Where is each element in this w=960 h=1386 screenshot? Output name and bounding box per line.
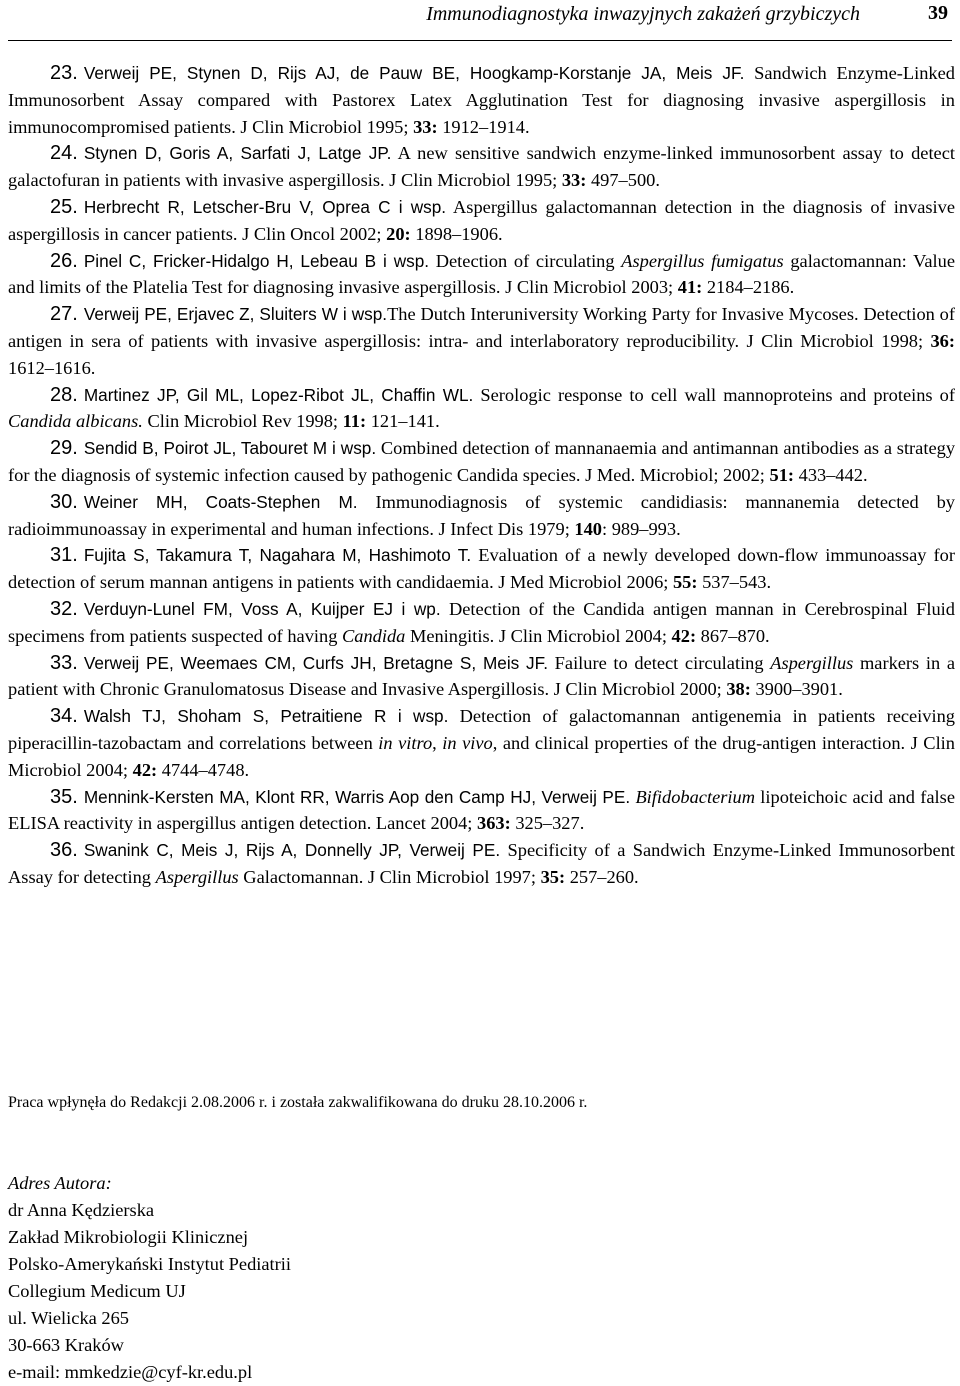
reference-text: 325–327. [510, 813, 585, 834]
reference-item [8, 60, 955, 140]
reference-number: 33. [50, 651, 78, 674]
reference-authors: Mennink-Kersten MA, Klont RR, Warris Aop den Camp HJ, Verweij PE. [83, 786, 631, 807]
reference-item [8, 650, 955, 704]
reference-italic-term: Aspergillus [155, 866, 239, 887]
reference-number: 25. [50, 195, 78, 218]
reference-volume: 41: [677, 277, 703, 298]
reference-text: 433–442. [794, 464, 868, 485]
reference-volume: 363: [477, 813, 511, 834]
reference-authors: Verweij PE, Weemaes CM, Curfs JH, Bretagne S, Meis JF. [83, 652, 549, 673]
address-line: dr Anna Kędzierska [8, 1200, 155, 1220]
reference-volume: 42: [132, 759, 158, 780]
running-header [8, 0, 952, 41]
reference-authors: Herbrecht R, Letscher-Bru V, Oprea C i wsp. [83, 196, 447, 217]
reference-item [8, 301, 955, 381]
reference-text: Specificity of a Sandwich Enzyme-Linked Immunosorbent Assay for detecting [8, 840, 955, 887]
reference-italic-term: Bifidobacterium [635, 786, 755, 807]
reference-text: , [432, 732, 443, 753]
reference-item [8, 837, 955, 891]
reference-text: Galactomannan. J Clin Microbiol 1997; [238, 866, 541, 887]
reference-italic-term: in vivo [442, 732, 493, 753]
reference-number: 34. [50, 705, 78, 728]
reference-number: 26. [50, 249, 78, 272]
reference-volume: 42: [671, 625, 697, 646]
reference-text: Detection of the Candida antigen mannan in Cerebrospinal Fluid specimens from patients suspected of having [8, 598, 955, 646]
reference-item [8, 542, 955, 596]
reference-list [8, 60, 955, 891]
reference-text: The Dutch Interuniversity Working Party for Invasive Mycoses. Detection of antigen in sera of patients with invasive aspergillosis: intra- and interlaboratory reproducibility. J Clin Microbiol 1998; [8, 304, 955, 351]
address-line: Polsko-Amerykański Instytut Pediatrii [8, 1254, 291, 1274]
reference-authors: Fujita S, Takamura T, Nagahara M, Hashimoto T. [83, 545, 472, 566]
reference-volume: 33: [561, 170, 587, 191]
reference-text: : 989–993. [602, 518, 681, 539]
reference-text: Clin Microbiol Rev 1998; [142, 411, 343, 432]
reference-volume: 35: [540, 866, 566, 887]
reference-text: 2184–2186. [702, 277, 795, 298]
reference-text: markers in a patient with Chronic Granulomatosus Disease and Invasive Aspergillosis. J Clin Microbiol 2000; [8, 652, 955, 700]
reference-authors: Sendid B, Poirot JL, Tabouret M i wsp. [83, 438, 377, 459]
page-number: 39 [928, 2, 948, 24]
reference-text: Detection of galactomannan antigenemia in patients receiving piperacillin-tazobactam and correlations between [8, 706, 955, 753]
reference-text: A new sensitive sandwich enzyme-linked immunosorbent assay to detect galactofuran in patients with invasive aspergillosis. J Clin Microbiol 1995; [8, 143, 955, 191]
reference-italic-term: Candida [342, 625, 406, 646]
reference-text: 121–141. [366, 411, 440, 432]
reference-item [8, 194, 955, 248]
reference-text: 4744–4748. [157, 759, 250, 780]
reference-authors: Weiner MH, Coats-Stephen M. [83, 491, 358, 512]
address-line: ul. Wielicka 265 [8, 1308, 129, 1328]
reference-text: 537–543. [697, 572, 772, 593]
reference-authors: Verweij PE, Stynen D, Rijs AJ, de Pauw BE, Hoogkamp-Korstanje JA, Meis JF. [83, 63, 745, 83]
reference-italic-term: Candida albicans. [8, 411, 143, 432]
reference-number: 32. [50, 597, 78, 620]
reference-text: Serologic response to cell wall mannoproteins and proteins of [473, 384, 955, 405]
reference-authors: Martinez JP, Gil ML, Lopez-Ribot JL, Chaffin WL. [83, 384, 474, 405]
submission-note: Praca wpłynęła do Redakcji 2.08.2006 r. i została zakwalifikowana do druku 28.10.2006 r. [8, 1094, 588, 1111]
reference-number: 24. [50, 142, 78, 165]
reference-text: galactomannan: Value and limits of the Platelia Test for diagnosing invasive aspergillosis. J Clin Microbiol 2003; [8, 250, 955, 298]
reference-item [8, 703, 955, 783]
reference-item [8, 140, 955, 194]
reference-number: 29. [50, 437, 78, 460]
reference-item [8, 596, 955, 650]
reference-authors: Walsh TJ, Shoham S, Petraitiene R i wsp. [83, 706, 449, 727]
author-address [8, 1170, 291, 1386]
reference-volume: 20: [386, 223, 411, 244]
reference-text: 867–870. [696, 625, 770, 646]
reference-item [8, 382, 955, 436]
reference-text: lipoteichoic acid and false ELISA reactivity in aspergillus antigen detection. Lancet 2004; [8, 786, 955, 834]
reference-authors: Swanink C, Meis J, Rijs A, Donnelly JP, Verweij PE. [83, 840, 501, 861]
reference-item [8, 489, 955, 543]
reference-text: Meningitis. J Clin Microbiol 2004; [405, 625, 672, 646]
reference-text: , and clinical properties of the drug-antigen interaction. J Clin Microbiol 2004; [8, 732, 955, 780]
author-email[interactable]: e-mail: mmkedzie@cyf-kr.edu.pl [8, 1362, 253, 1382]
reference-italic-term: in vitro [378, 732, 433, 753]
reference-text: 3900–3901. [750, 679, 843, 700]
reference-text: 1612–1616. [8, 357, 96, 378]
reference-text: 497–500. [586, 170, 660, 191]
reference-item [8, 248, 955, 302]
reference-authors: Stynen D, Goris A, Sarfati J, Latge JP. [83, 143, 392, 164]
address-line: Zakład Mikrobiologii Klinicznej [8, 1227, 249, 1247]
reference-authors: Pinel C, Fricker-Hidalgo H, Lebeau B i wsp. [83, 250, 430, 271]
reference-volume: 38: [726, 679, 751, 700]
reference-italic-term: Aspergillus fumigatus [621, 250, 784, 271]
reference-text: Failure to detect circulating [548, 652, 771, 673]
reference-volume: 36: [930, 330, 955, 351]
reference-text: Evaluation of a newly developed down-flow immunoassay for detection of serum mannan antigens in patients with candidaemia. J Med Microbiol 2006; [8, 545, 955, 593]
journal-running-title: Immunodiagnostyka inwazyjnych zakażeń grzybiczych [426, 3, 860, 25]
reference-text: 1912–1914. [437, 116, 530, 137]
reference-number: 23. [50, 62, 78, 84]
reference-italic-term: Aspergillus [770, 652, 854, 673]
reference-number: 30. [50, 490, 78, 513]
reference-item [8, 435, 955, 489]
reference-number: 36. [50, 839, 78, 862]
address-line: Collegium Medicum UJ [8, 1281, 186, 1301]
reference-text: Sandwich Enzyme-Linked Immunosorbent Assay compared with Pastorex Latex Agglutination Test for diagnosing invasive aspergillosis in immunocompromised patients. J Clin Microbiol 1995; [8, 63, 955, 137]
reference-number: 28. [50, 383, 78, 406]
reference-volume: 140 [574, 518, 602, 539]
address-line: 30-663 Kraków [8, 1335, 124, 1355]
reference-number: 35. [50, 785, 78, 808]
reference-text: 1898–1906. [410, 223, 503, 244]
reference-number: 31. [50, 544, 78, 567]
reference-text: 257–260. [565, 866, 639, 887]
reference-volume: 11: [342, 411, 367, 432]
reference-text: Aspergillus galactomannan detection in the diagnosis of invasive aspergillosis in cancer patients. J Clin Oncol 2002; [8, 196, 955, 244]
reference-volume: 55: [672, 572, 698, 593]
reference-item [8, 784, 955, 838]
reference-volume: 51: [769, 464, 795, 485]
reference-authors: Verweij PE, Erjavec Z, Sluiters W i wsp. [83, 304, 388, 325]
reference-text: Combined detection of mannanaemia and antimannan antibodies as a strategy for the diagnosis of systemic infection caused by pathogenic Candida species. J Med. Microbiol; 2002; [8, 438, 956, 485]
address-heading: Adres Autora: [8, 1173, 112, 1193]
reference-text: Detection of circulating [429, 250, 622, 271]
reference-volume: 33: [413, 116, 438, 137]
reference-text: Immunodiagnosis of systemic candidiasis: mannanemia detected by radioimmunoassay in experimental and human infections. J Infect Dis 1979; [8, 491, 955, 539]
reference-number: 27. [50, 303, 78, 326]
reference-authors: Verduyn-Lunel FM, Voss A, Kuijper EJ i wp. [83, 598, 441, 619]
